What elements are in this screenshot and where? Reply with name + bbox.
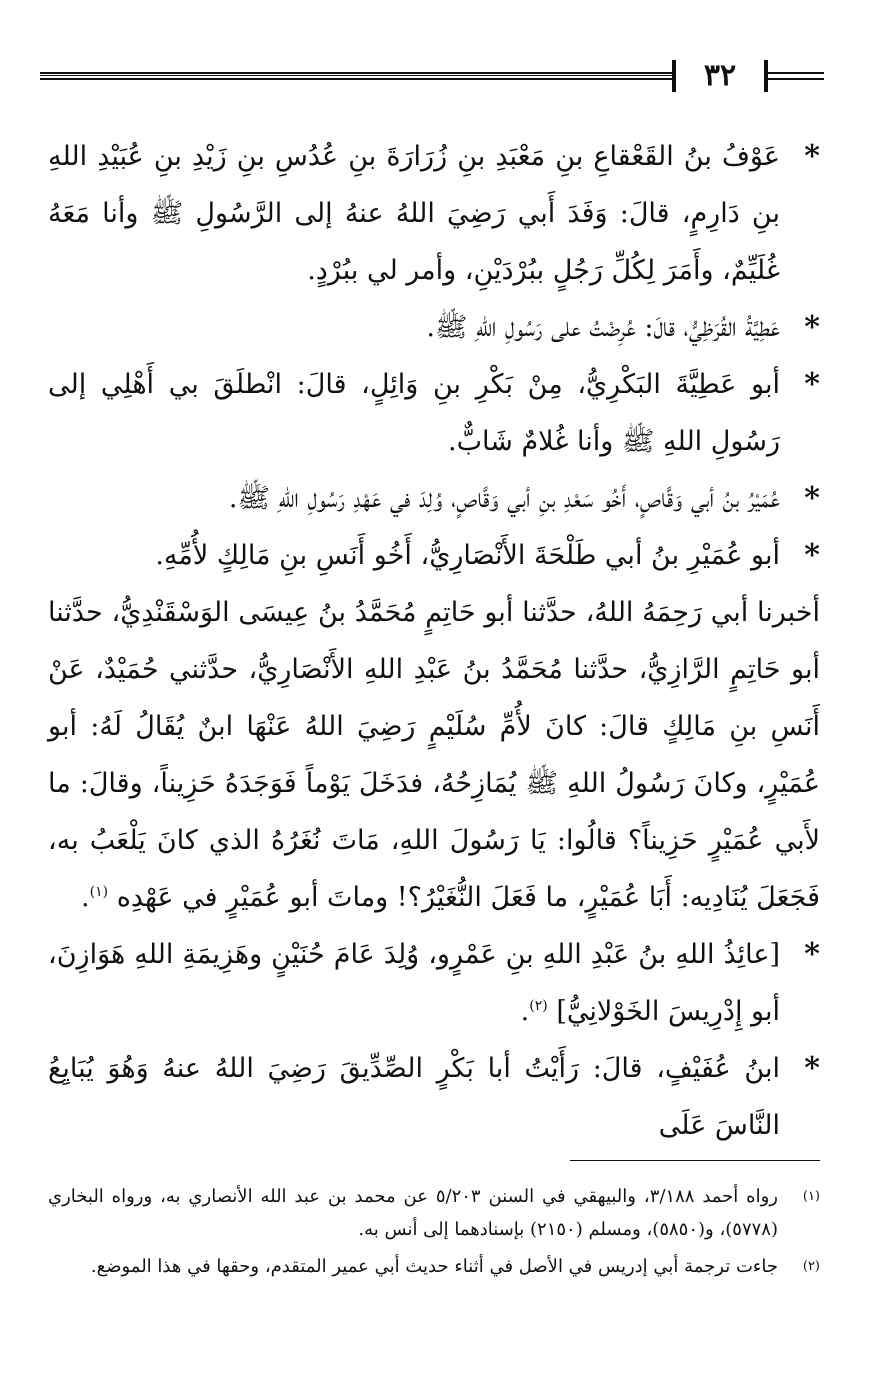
bullet-star: * (804, 481, 820, 516)
hadith-text: أخبرنا أبي رَحِمَهُ اللهُ، حدَّثنا أبو حَاتِمٍ مُحَمَّدُ بنُ عِيسَى الوَسْقَنْدِيُّ، حدَّثنا أبو حَاتِمٍ الرَّازِيُّ، حدَّثنا مُحَمَّدُ بنُ عَبْدِ اللهِ الأَنْصَارِيُّ، حدَّثني حُمَيْدٌ، عَنْ أَنَسِ بنِ مَالِكٍ قالَ: كانَ لأُمِّ سُلَيْمٍ رَضِيَ اللهُ عَنْهَا ابنٌ يُقَالُ لَهُ: أبو عُمَيْرٍ، وكانَ رَسُولُ اللهِ ﷺ يُمَازِحُهُ، فدَخَلَ يَوْماً فَوَجَدَهُ حَزِيناً، وقالَ: ما لأَبي عُمَيْرٍ حَزِيناً؟ قالُوا: يَا رَسُولَ اللهِ، مَاتَ نُغَرُهُ الذي كانَ يَلْعَبُ به، فَجَعَلَ يُنَادِيه: أَبَا عُمَيْرٍ، ما فَعَلَ النُّغَيْرُ؟! وماتَ أبو عُمَيْرٍ في عَهْدِه (48, 597, 820, 913)
bullet-star: * (804, 139, 820, 174)
footnotes (48, 1180, 820, 1287)
bullet-star: * (804, 538, 820, 573)
footnote-ref[interactable]: (١) (89, 884, 109, 900)
bullet-star: * (804, 937, 820, 972)
footnote-text: جاءت ترجمة أبي إدريس في الأصل في أثناء حديث أبي عمير المتقدم، وحقها في هذا الموضع. (90, 1256, 778, 1277)
footnote-2 (48, 1250, 820, 1283)
footnote-ref[interactable]: (٢) (529, 998, 548, 1014)
entry-text: عَطِيَّةُ القُرَظِيُّ، قالَ: عُرِضْتُ على رَسُولِ اللهِ ﷺ. (426, 312, 780, 343)
entry-tail: . (520, 996, 530, 1027)
entry-umayr (48, 470, 820, 527)
entry-text: ابنُ عُفَيْفٍ، قالَ: رَأَيْتُ أبا بَكْرٍ الصِّدِّيقَ رَضِيَ اللهُ عنهُ وَهُوَ يُبَايِعُ النَّاسَ عَلَى (48, 1053, 780, 1141)
entry-text: أبو عُمَيْرِ بنُ أبي طَلْحَةَ الأَنْصَارِيُّ، أَخُو أَنَسِ بنِ مَالِكٍ لأُمِّهِ. (155, 540, 780, 571)
bullet-star: * (804, 1051, 820, 1086)
header-rule-right (768, 72, 824, 80)
bullet-star: * (804, 310, 820, 345)
entry-aidhullah (48, 926, 820, 1040)
footnote-number: (٢) (802, 1259, 820, 1274)
entry-ibn-ufayf (48, 1040, 820, 1154)
page-number: ٣٢ (703, 58, 737, 93)
footnote-text: رواه أحمد ٣/١٨٨، والبيهقي في السنن ٥/٢٠٣ عن محمد بن عبد الله الأنصاري به، ورواه البخاري (٥٧٧٨)، و(٥٨٥٠)، ومسلم (٢١٥٠) بإسنادهما إلى أنس به. (48, 1186, 778, 1240)
entry-text: [عائِذُ اللهِ بنُ عَبْدِ اللهِ بنِ عَمْرٍو، وُلِدَ عَامَ حُنَيْنٍ وهَزِيمَةِ اللهِ هَوَازِنَ، أبو إِدْرِيسَ الخَوْلانِيُّ] (48, 939, 780, 1027)
footnote-1 (48, 1180, 820, 1246)
entry-text: عُمَيْرُ بنُ أبي وَقَّاصٍ، أَخُو سَعْدِ بنِ أبي وَقَّاصٍ، وُلِدَ في عَهْدِ رَسُولِ اللهِ ﷺ. (228, 483, 780, 514)
header-rule-left (40, 72, 672, 80)
entry-awf (48, 128, 820, 299)
entry-abu-atiyya (48, 356, 820, 470)
footnote-number: (١) (802, 1189, 820, 1204)
entry-abu-umayr (48, 527, 820, 584)
entry-text: أبو عَطِيَّةَ البَكْرِيُّ، مِنْ بَكْرِ بنِ وَائِلٍ، قالَ: انْطلَقَ بي أَهْلِي إلى رَسُولِ اللهِ ﷺ وأنا غُلامٌ شَابٌّ. (48, 369, 780, 457)
hadith-paragraph: أخبرنا أبي رَحِمَهُ اللهُ، حدَّثنا أبو حَاتِمٍ مُحَمَّدُ بنُ عِيسَى الوَسْقَنْدِيُّ، حدَّثنا أبو حَاتِمٍ الرَّازِيُّ، حدَّثنا مُحَمَّدُ بنُ عَبْدِ اللهِ الأَنْصَارِيُّ، حدَّثني حُمَيْدٌ، عَنْ أَنَسِ بنِ مَالِكٍ قالَ: كانَ لأُمِّ سُلَيْمٍ رَضِيَ اللهُ عَنْهَا ابنٌ يُقَالُ لَهُ: أبو عُمَيْرٍ، وكانَ رَسُولُ اللهِ ﷺ يُمَازِحُهُ، فدَخَلَ يَوْماً فَوَجَدَهُ حَزِيناً، وقالَ: ما لأَبي عُمَيْرٍ حَزِيناً؟ قالُوا: يَا رَسُولَ اللهِ، مَاتَ نُغَرُهُ الذي كانَ يَلْعَبُ به، فَجَعَلَ يُنَادِيه: أَبَا عُمَيْرٍ، ما فَعَلَ النُّغَيْرُ؟! وماتَ أبو عُمَيْرٍ في عَهْدِه $^{(١)}$. (48, 597, 820, 913)
page-header (40, 58, 850, 98)
bullet-star: * (804, 367, 820, 402)
main-text (48, 128, 820, 1154)
entry-atiyya (48, 299, 820, 356)
footnote-divider (570, 1160, 820, 1161)
entry-text: عَوْفُ بنُ القَعْقاعِ بنِ مَعْبَدِ بنِ زُرَارَةَ بنِ عُدُسِ بنِ زَيْدِ بنِ عُبَيْدِ اللهِ بنِ دَارِمٍ، قالَ: وَفَدَ أَبي رَضِيَ اللهُ عنهُ إلى الرَّسُولِ ﷺ وأنا مَعَهُ غُلَيِّمٌ، وأَمَرَ لِكُلِّ رَجُلٍ ببُرْدَيْنِ، وأمر لي ببُرْدٍ. (48, 141, 780, 286)
header-tick-left (672, 60, 676, 92)
